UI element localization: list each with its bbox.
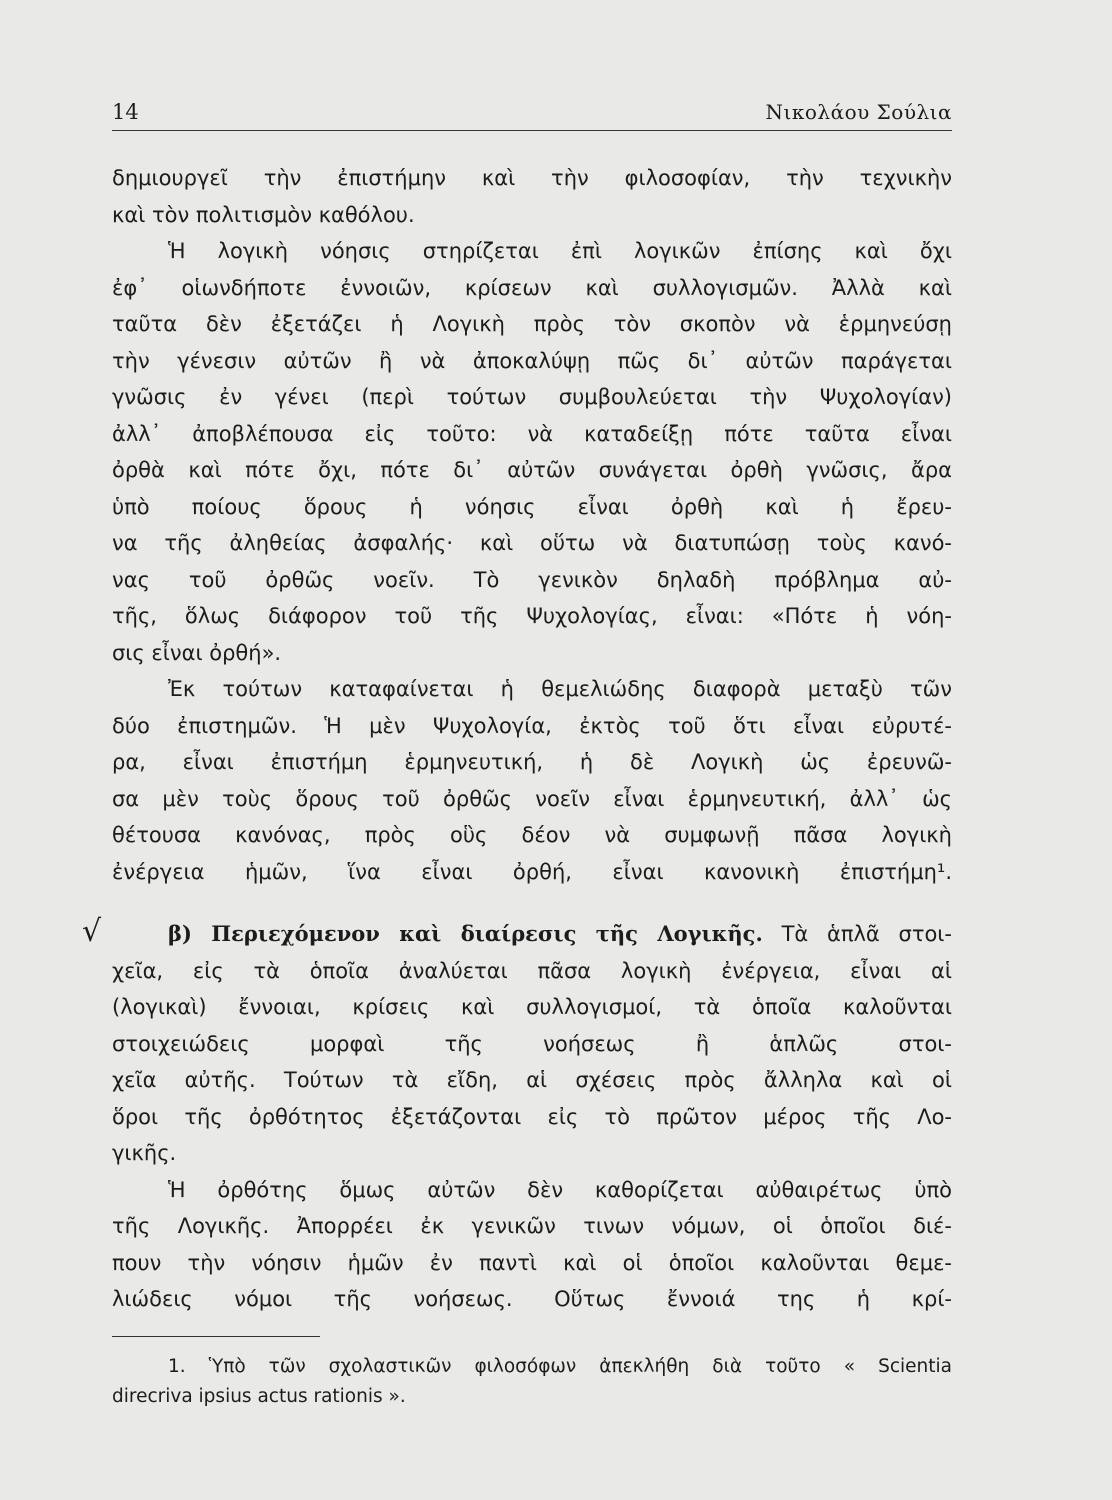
text-line: καὶ τὸν πολιτισμὸν καθόλου.: [112, 202, 415, 227]
section-first-line-rest: Τὰ ἁπλᾶ στοι-: [781, 922, 952, 946]
text-line: θέτουσα κανόνας, πρὸς οὓς δέον νὰ συμφωνῇ πᾶσα λογικὴ: [112, 823, 952, 847]
text-line: ταῦτα δὲν ἐξετάζει ἡ Λογικὴ πρὸς τὸν σκοπὸν νὰ ἑρμηνεύσῃ: [112, 312, 952, 336]
text-line: τῆς Λογικῆς. Ἀπορρέει ἐκ γενικῶν τινων νόμων, οἱ ὁποῖοι διέ-: [112, 1214, 952, 1238]
footnote-divider: [112, 1336, 320, 1337]
text-line: (λογικαὶ) ἔννοιαι, κρίσεις καὶ συλλογισμοί, τὰ ὁποῖα καλοῦνται: [112, 995, 952, 1019]
text-line: στοιχειώδεις μορφαὶ τῆς νοήσεως ἢ ἁπλῶς στοι-: [112, 1031, 952, 1056]
text-line: ρα, εἶναι ἐπιστήμη ἑρμηνευτική, ἡ δὲ Λογικὴ ὡς ἐρευνῶ-: [112, 750, 952, 774]
text-line: σα μὲν τοὺς ὅρους τοῦ ὀρθῶς νοεῖν εἶναι ἑρμηνευτική, ἀλλ᾽ ὡς: [112, 786, 952, 811]
text-line: ἐφ᾽ οἱωνδήποτε ἐννοιῶν, κρίσεων καὶ συλλογισμῶν. Ἀλλὰ καὶ: [112, 275, 952, 300]
text-line: χεῖα, εἰς τὰ ὁποῖα ἀναλύεται πᾶσα λογικὴ ἐνέργεια, εἶναι αἱ: [112, 958, 952, 983]
text-line: τῆς, ὅλως διάφορον τοῦ τῆς Ψυχολογίας, εἶναι: «Πότε ἡ νόη-: [112, 604, 952, 628]
text-line: γικῆς.: [112, 1141, 177, 1165]
text-line: χεῖα αὐτῆς. Τούτων τὰ εἴδη, αἱ σχέσεις πρὸς ἄλληλα καὶ οἱ: [112, 1068, 952, 1092]
text-line: τὴν γένεσιν αὐτῶν ἢ νὰ ἀποκαλύψῃ πῶς δι᾽ αὐτῶν παράγεται: [112, 348, 952, 373]
page-number: 14: [112, 100, 139, 124]
text-line: νας τοῦ ὀρθῶς νοεῖν. Τὸ γενικὸν δηλαδὴ πρόβλημα αὐ-: [112, 567, 952, 592]
text-line: να τῆς ἀληθείας ἀσφαλής· καὶ οὕτω νὰ διατυπώσῃ τοὺς κανό-: [112, 531, 952, 555]
text-line: δύο ἐπιστημῶν. Ἡ μὲν Ψυχολογία, ἐκτὸς τοῦ ὅτι εἶναι εὐρυτέ-: [112, 713, 952, 738]
text-line: Ἐκ τούτων καταφαίνεται ἡ θεμελιώδης διαφορὰ μεταξὺ τῶν: [168, 677, 952, 701]
section-heading-line: [82, 914, 952, 953]
text-line: Ἡ λογικὴ νόησις στηρίζεται ἐπὶ λογικῶν ἐπίσης καὶ ὄχι: [168, 239, 952, 263]
text-line: ὀρθὰ καὶ πότε ὄχι, πότε δι᾽ αὐτῶν συνάγεται ὀρθὴ γνῶσις, ἄρα: [112, 458, 952, 482]
footnote-line: 1. Ὑπὸ τῶν σχολαστικῶν φιλοσόφων ἀπεκλήθη διὰ τοῦτο « Scientia: [168, 1356, 952, 1377]
text-line: ἐνέργεια ἡμῶν, ἵνα εἶναι ὀρθή, εἶναι κανονικὴ ἐπιστήμη¹.: [112, 859, 952, 884]
text-line: ἀλλ᾽ ἀποβλέπουσα εἰς τοῦτο: νὰ καταδείξῃ πότε ταῦτα εἶναι: [112, 421, 952, 446]
text-line: Ἡ ὀρθότης ὅμως αὐτῶν δὲν καθορίζεται αὐθαιρέτως ὑπὸ: [168, 1177, 952, 1202]
footnote: [112, 1352, 952, 1412]
text-line: δημιουργεῖ τὴν ἐπιστήμην καὶ τὴν φιλοσοφίαν, τὴν τεχνικὴν: [112, 166, 952, 190]
checkmark-icon: √: [82, 914, 102, 949]
section-title: β) Περιεχόμενον καὶ διαίρεσις τῆς Λογικῆς.: [168, 921, 763, 946]
text-line: γνῶσις ἐν γένει (περὶ τούτων συμβουλεύεται τὴν Ψυχολογίαν): [112, 385, 952, 409]
body-text: [82, 160, 952, 1318]
section-gap: [112, 890, 952, 916]
footnote-line: direcriva ipsius actus rationis ».: [112, 1386, 406, 1407]
page-header: [112, 96, 952, 131]
text-line: ὅροι τῆς ὀρθότητος ἐξετάζονται εἰς τὸ πρῶτον μέρος τῆς Λο-: [112, 1104, 952, 1129]
text-line: πουν τὴν νόησιν ἡμῶν ἐν παντὶ καὶ οἱ ὁποῖοι καλοῦνται θεμε-: [112, 1250, 952, 1275]
running-head: Νικολάου Σούλια: [765, 100, 952, 124]
text-line: λιώδεις νόμοι τῆς νοήσεως. Οὕτως ἔννοιά της ἡ κρί-: [112, 1287, 952, 1311]
text-line: ὑπὸ ποίους ὅρους ἡ νόησις εἶναι ὀρθὴ καὶ ἡ ἔρευ-: [112, 494, 952, 519]
text-line: σις εἶναι ὀρθή».: [112, 640, 282, 665]
